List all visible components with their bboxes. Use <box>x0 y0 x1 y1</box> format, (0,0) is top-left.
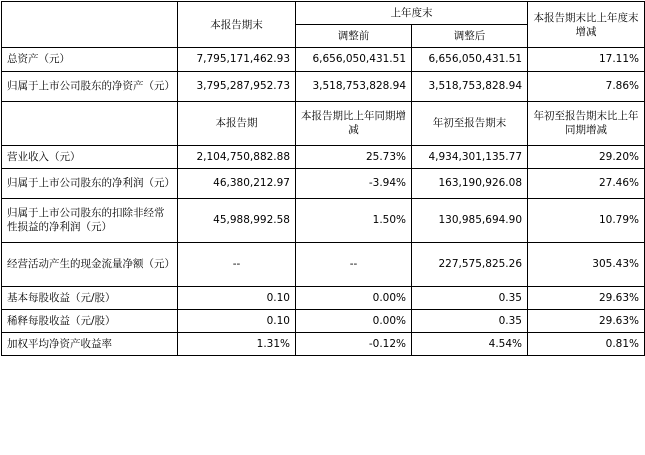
cell-basic-eps-report-change: 0.00% <box>296 286 412 309</box>
table-row <box>2 242 645 286</box>
header-prev-year-end-group: 上年度末 <box>296 2 528 25</box>
header-report-period-change: 本报告期比上年同期增减 <box>296 101 412 145</box>
cell-weighted-roe-report-period: 1.31% <box>178 333 296 356</box>
cell-net-profit-report-period: 46,380,212.97 <box>178 168 296 198</box>
row-label-total-assets: 总资产（元） <box>2 48 178 71</box>
cell-basic-eps-report-period: 0.10 <box>178 286 296 309</box>
cell-cash-flow-report-period: -- <box>178 242 296 286</box>
cell-net-assets-prev-before: 3,518,753,828.94 <box>296 71 412 101</box>
row-label-net-assets: 归属于上市公司股东的净资产（元） <box>2 71 178 101</box>
table-row <box>2 309 645 332</box>
cell-net-profit-ytd: 163,190,926.08 <box>412 168 528 198</box>
header-corner-1 <box>2 2 178 48</box>
cell-diluted-eps-report-period: 0.10 <box>178 309 296 332</box>
cell-net-profit-ytd-change: 27.46% <box>528 168 645 198</box>
row-label-operating-cash-flow: 经营活动产生的现金流量净额（元） <box>2 242 178 286</box>
header-prev-after-adjust: 调整后 <box>412 25 528 48</box>
table-row <box>2 168 645 198</box>
row-label-diluted-eps: 稀释每股收益（元/股） <box>2 309 178 332</box>
table-row <box>2 48 645 71</box>
table-row <box>2 286 645 309</box>
table-row <box>2 198 645 242</box>
cell-cash-flow-ytd: 227,575,825.26 <box>412 242 528 286</box>
cell-basic-eps-ytd-change: 29.63% <box>528 286 645 309</box>
cell-diluted-eps-ytd-change: 29.63% <box>528 309 645 332</box>
cell-cash-flow-report-change: -- <box>296 242 412 286</box>
cell-revenue-ytd: 4,934,301,135.77 <box>412 145 528 168</box>
cell-total-assets-report-end: 7,795,171,462.93 <box>178 48 296 71</box>
cell-total-assets-prev-after: 6,656,050,431.51 <box>412 48 528 71</box>
cell-revenue-report-period: 2,104,750,882.88 <box>178 145 296 168</box>
header-prev-before-adjust: 调整前 <box>296 25 412 48</box>
row-label-net-profit-excl-nonrecurring: 归属于上市公司股东的扣除非经常性损益的净利润（元） <box>2 198 178 242</box>
header-change-group: 本报告期末比上年度末增减 <box>528 2 645 48</box>
cell-total-assets-prev-before: 6,656,050,431.51 <box>296 48 412 71</box>
cell-total-assets-change: 17.11% <box>528 48 645 71</box>
cell-net-profit-excl-ytd-change: 10.79% <box>528 198 645 242</box>
table-row <box>2 145 645 168</box>
row-label-revenue: 营业收入（元） <box>2 145 178 168</box>
header-report-period: 本报告期 <box>178 101 296 145</box>
cell-weighted-roe-ytd-change: 0.81% <box>528 333 645 356</box>
row-label-basic-eps: 基本每股收益（元/股） <box>2 286 178 309</box>
table-row <box>2 333 645 356</box>
financial-summary-sheet <box>0 1 645 455</box>
cell-net-profit-excl-ytd: 130,985,694.90 <box>412 198 528 242</box>
cell-revenue-ytd-change: 29.20% <box>528 145 645 168</box>
cell-net-profit-report-change: -3.94% <box>296 168 412 198</box>
row-label-net-profit: 归属于上市公司股东的净利润（元） <box>2 168 178 198</box>
cell-diluted-eps-report-change: 0.00% <box>296 309 412 332</box>
cell-net-profit-excl-report-change: 1.50% <box>296 198 412 242</box>
cell-net-profit-excl-report-period: 45,988,992.58 <box>178 198 296 242</box>
header-report-period-end: 本报告期末 <box>178 2 296 48</box>
header-corner-2 <box>2 101 178 145</box>
table-header-row-1 <box>2 2 645 25</box>
cell-weighted-roe-report-change: -0.12% <box>296 333 412 356</box>
row-label-weighted-roe: 加权平均净资产收益率 <box>2 333 178 356</box>
cell-cash-flow-ytd-change: 305.43% <box>528 242 645 286</box>
cell-net-assets-report-end: 3,795,287,952.73 <box>178 71 296 101</box>
cell-diluted-eps-ytd: 0.35 <box>412 309 528 332</box>
cell-net-assets-change: 7.86% <box>528 71 645 101</box>
cell-revenue-report-change: 25.73% <box>296 145 412 168</box>
table-header-row-3 <box>2 101 645 145</box>
cell-weighted-roe-ytd: 4.54% <box>412 333 528 356</box>
cell-net-assets-prev-after: 3,518,753,828.94 <box>412 71 528 101</box>
financial-summary-table <box>1 1 645 356</box>
cell-basic-eps-ytd: 0.35 <box>412 286 528 309</box>
header-ytd-change: 年初至报告期末比上年同期增减 <box>528 101 645 145</box>
table-row <box>2 71 645 101</box>
header-ytd: 年初至报告期末 <box>412 101 528 145</box>
